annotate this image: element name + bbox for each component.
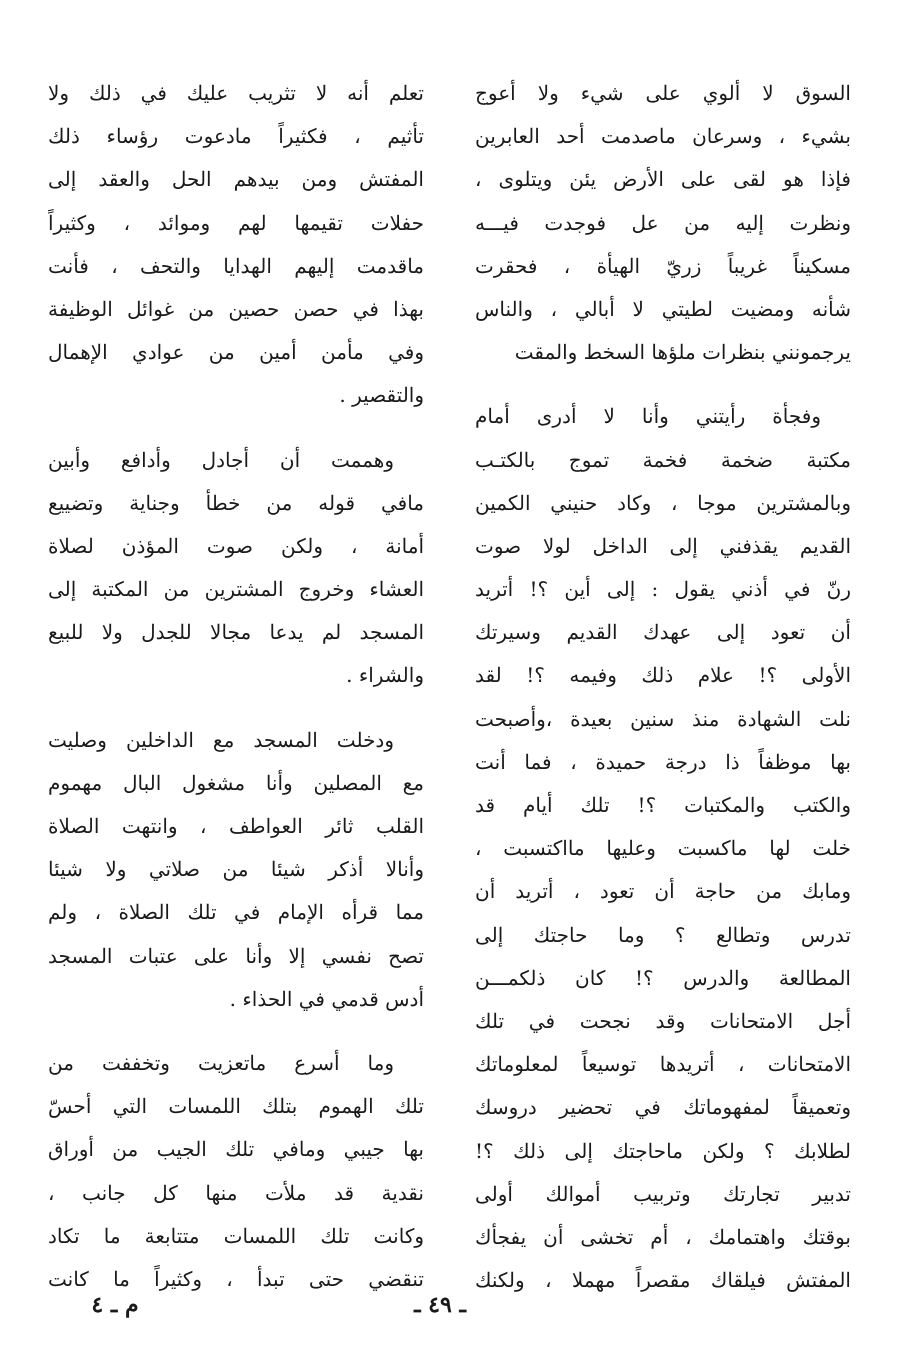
- paragraph-gap: [48, 418, 424, 439]
- text-line: وبالمشترين موجا ، وكاد حنيني الكمين: [475, 490, 851, 515]
- text-line: ونظرت إليه من عل فوجدت فيـــه: [475, 210, 851, 235]
- text-line: بهذا في حصن حصين من غوائل الوظيفة: [48, 296, 424, 321]
- page-footer: [0, 1285, 909, 1325]
- text-line: نقدية قد ملأت منها كل جانب ،: [48, 1180, 424, 1205]
- text-line: فإذا هو لقى على الأرض يئن ويتلوى ،: [475, 167, 851, 192]
- text-line: وما أسرع ماتعزيت وتخففت من: [48, 1050, 394, 1075]
- text-line: تدرس وتطالع ؟ وما حاجتك إلى: [475, 922, 851, 947]
- text-line: ودخلت المسجد مع الداخلين وصليت: [48, 727, 394, 752]
- page-number: ـ ٤٩ ـ: [414, 1292, 466, 1318]
- text-line: القديم يقذفني إلى الداخل لولا صوت: [475, 533, 851, 558]
- text-line: والتقصير .: [339, 383, 424, 408]
- text-line: تنقضي حتى تبدأ ، وكثيراً ما كانت: [48, 1266, 424, 1291]
- text-line: مما قرأه الإمام في تلك الصلاة ، ولم: [48, 900, 424, 925]
- text-line: والشراء .: [346, 663, 424, 688]
- text-line: وهممت أن أجادل وأدافع وأبين: [48, 447, 394, 472]
- text-line: المطالعة والدرس ؟! كان ذلكمـــن: [475, 965, 851, 990]
- text-line: شأنه ومضيت لطيتي لا أبالي ، والناس: [475, 296, 851, 321]
- text-line: بها جيبي ومافي تلك الجيب من أوراق: [48, 1137, 424, 1162]
- text-line: والكتب والمكتبات ؟! تلك أيام قد: [475, 793, 851, 817]
- text-line: تعلم أنه لا تثريب عليك في ذلك ولا: [48, 81, 424, 105]
- text-line: المفتش ومن بيدهم الحل والعقد إلى: [48, 167, 424, 192]
- text-line: أدس قدمي في الحذاء .: [229, 986, 424, 1011]
- text-line: أجل الامتحانات وقد نجحت في تلك: [475, 1008, 851, 1033]
- text-line: وكانت تلك اللمسات متتابعة ما تكاد: [48, 1223, 424, 1248]
- text-line: المفتش فيلقاك مقصراً مهملا ، ولكنك: [475, 1268, 851, 1293]
- text-line: ماقدمت إليهم الهدايا والتحف ، فأنت: [48, 253, 424, 278]
- text-line: وتعميقاً لمفهوماتك في تحضير دروسك: [475, 1095, 851, 1120]
- text-line: رنّ في أذني يقول : إلى أين ؟! أتريد: [475, 577, 851, 602]
- paragraph-gap: [475, 374, 851, 395]
- text-column-right: [475, 72, 851, 1302]
- text-line: ومابك من حاجة أن تعود ، أتريد أن: [475, 879, 851, 904]
- text-line: حفلات تقيمها لهم وموائد ، وكثيراً: [48, 210, 424, 235]
- paragraph-gap: [48, 1021, 424, 1042]
- text-line: نلت الشهادة منذ سنين بعيدة ،وأصبحت: [475, 706, 851, 731]
- printer-signature-mark: م ـ ٤: [91, 1292, 139, 1318]
- text-column-left: [48, 72, 424, 1301]
- text-line: أن تعود إلى عهدك القديم وسيرتك: [475, 620, 851, 645]
- paragraph-gap: [48, 698, 424, 719]
- text-line: مافي قوله من خطأ وجناية وتضييع: [48, 490, 424, 515]
- text-line: المسجد لم يدعا مجالا للجدل ولا للبيع: [48, 620, 424, 645]
- text-line: تدبير تجارتك وتربيب أموالك أولى: [475, 1181, 851, 1206]
- text-line: القلب ثائر العواطف ، وانتهت الصلاة: [48, 814, 424, 838]
- text-line: بها موظفاً ذا درجة حميدة ، فما أنت: [475, 749, 851, 774]
- text-line: الامتحانات ، أتريدها توسيعاً لمعلوماتك: [475, 1052, 851, 1077]
- text-line: وفجأة رأيتني وأنا لا أدرى أمام: [475, 404, 821, 429]
- text-line: العشاء وخروج المشترين من المكتبة إلى: [48, 577, 424, 602]
- text-line: تلك الهموم بتلك اللمسات التي أحسّ: [48, 1094, 424, 1119]
- text-line: مكتبة ضخمة فخمة تموج بالكتـب: [475, 447, 851, 472]
- text-line: وفي مأمن أمين من عوادي الإهمال: [48, 340, 424, 365]
- text-line: بشيء ، وسرعان ماصدمت أحد العابرين: [475, 124, 851, 149]
- text-line: تأثيم ، فكثيراً مادعوت رؤساء ذلك: [48, 124, 424, 149]
- text-line: لطلابك ؟ ولكن ماحاجتك إلى ذلك ؟!: [475, 1138, 851, 1163]
- text-line: السوق لا ألوي على شيء ولا أعوج: [475, 81, 851, 105]
- text-line: يرجمونني بنظرات ملؤها السخط والمقت: [514, 340, 851, 365]
- text-line: تصح نفسي إلا وأنا على عتبات المسجد: [48, 943, 424, 968]
- text-line: أمانة ، ولكن صوت المؤذن لصلاة: [48, 533, 424, 558]
- text-line: خلت لها ماكسبت وعليها مااكتسبت ،: [475, 836, 851, 861]
- text-line: وأنالا أذكر شيئا من صلاتي ولا شيئا: [48, 857, 424, 882]
- text-line: الأولى ؟! علام ذلك وفيمه ؟! لقد: [475, 663, 851, 688]
- text-line: مسكيناً غريباً زريّ الهيأة ، فحقرت: [475, 253, 851, 278]
- text-line: مع المصلين وأنا مشغول البال مهموم: [48, 770, 424, 795]
- text-line: بوقتك واهتمامك ، أم تخشى أن يفجأك: [475, 1224, 851, 1249]
